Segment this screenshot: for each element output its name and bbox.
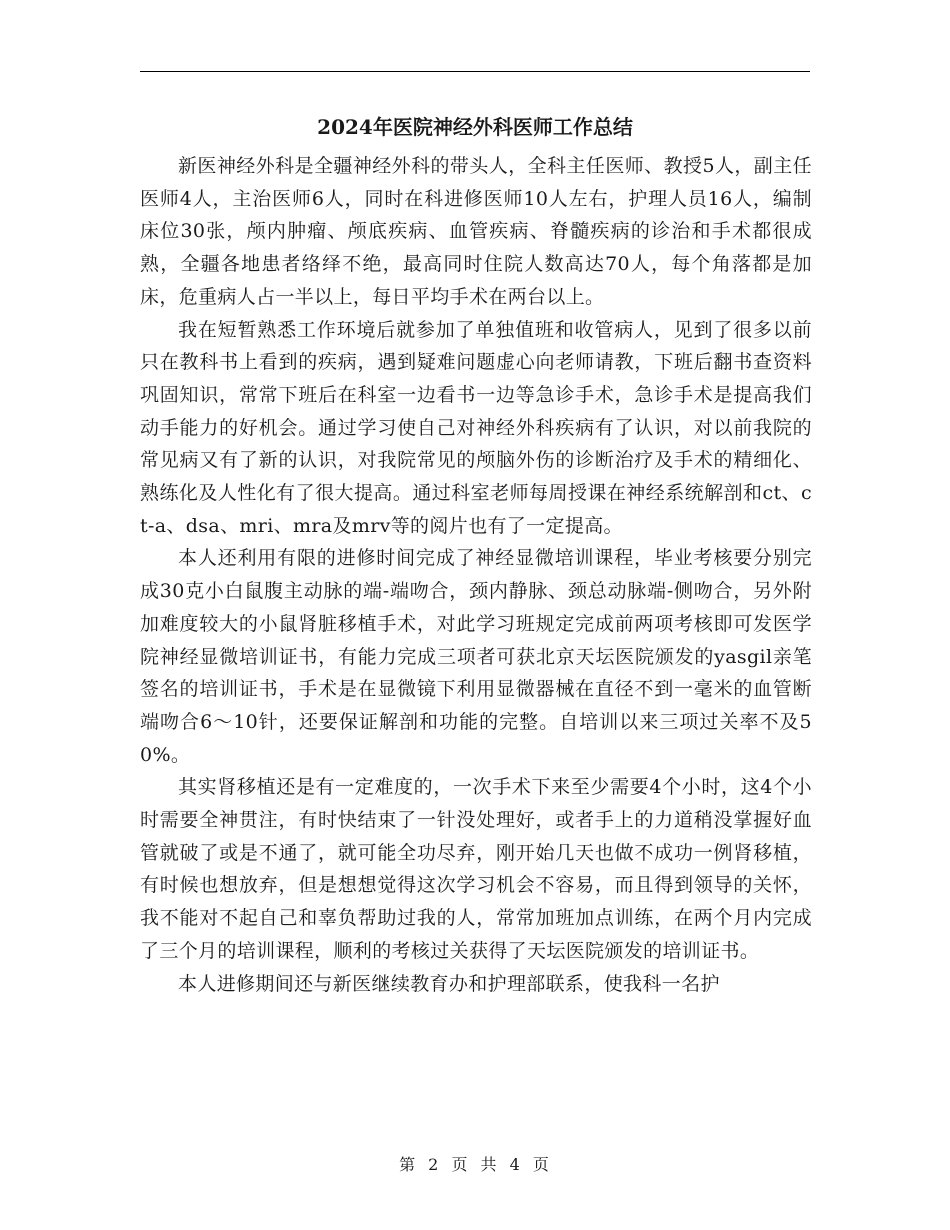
paragraph-4: 其实肾移植还是有一定难度的，一次手术下来至少需要4个小时，这4个小时需要全神贯注，有时快结束了一针没处理好，或者手上的力道稍没掌握好血管就破了或是不通了，就可能全功尽弃，刚开始几天也做不成功一例肾移植，有时候也想放弃，但是想想觉得这次学习机会不容易，而且得到领导的关怀，我不能对不起自己和辜负帮助过我的人，常常加班加点训练，在两个月内完成了三个月的培训课程，顺利的考核过关获得了天坛医院颁发的培训证书。 [140, 776, 812, 962]
paragraph-3: 本人还利用有限的进修时间完成了神经显微培训课程，毕业考核要分别完成30克小白鼠腹主动脉的端-端吻合，颈内静脉、颈总动脉端-侧吻合，另外附加难度较大的小鼠肾脏移植手术，对此学习班规定完成前两项考核即可发医学院神经显微培训证书，有能力完成三项者可获北京天坛医院颁发的yasgil亲笔签名的培训证书，手术是在显微镜下利用显微器械在直径不到一毫米的血管断端吻合6～10针，还要保证解剖和功能的完整。自培训以来三项过关率不及50%。 [140, 547, 812, 766]
page-number-footer: 第 2 页 共 4 页 [399, 1155, 551, 1174]
paragraph-2: 我在短暂熟悉工作环境后就参加了单独值班和收管病人，见到了很多以前只在教科书上看到的疾病，遇到疑难问题虚心向老师请教，下班后翻书查资料巩固知识，常常下班后在科室一边看书一边等急诊手术，急诊手术是提高我们动手能力的好机会。通过学习使自己对神经外科疾病有了认识，对以前我院的常见病又有了新的认识，对我院常见的颅脑外伤的诊断治疗及手术的精细化、熟练化及人性化有了很大提高。通过科室老师每周授课在神经系统解剖和ct、ct-a、dsa、mri、mra及mrv等的阅片也有了一定提高。 [140, 318, 812, 537]
header-rule [140, 71, 810, 72]
paragraph-1: 新医神经外科是全疆神经外科的带头人，全科主任医师、教授5人，副主任医师4人，主治医师6人，同时在科进修医师10人左右，护理人员16人，编制床位30张，颅内肿瘤、颅底疾病、血管疾病、脊髓疾病的诊治和手术都很成熟，全疆各地患者络绎不绝，最高同时住院人数高达70人，每个角落都是加床，危重病人占一半以上，每日平均手术在两台以上。 [140, 155, 812, 308]
document-body [140, 150, 812, 1000]
document-title: 2024年医院神经外科医师工作总结 [317, 115, 633, 139]
paragraph-5: 本人进修期间还与新医继续教育办和护理部联系，使我科一名护 [178, 972, 720, 995]
